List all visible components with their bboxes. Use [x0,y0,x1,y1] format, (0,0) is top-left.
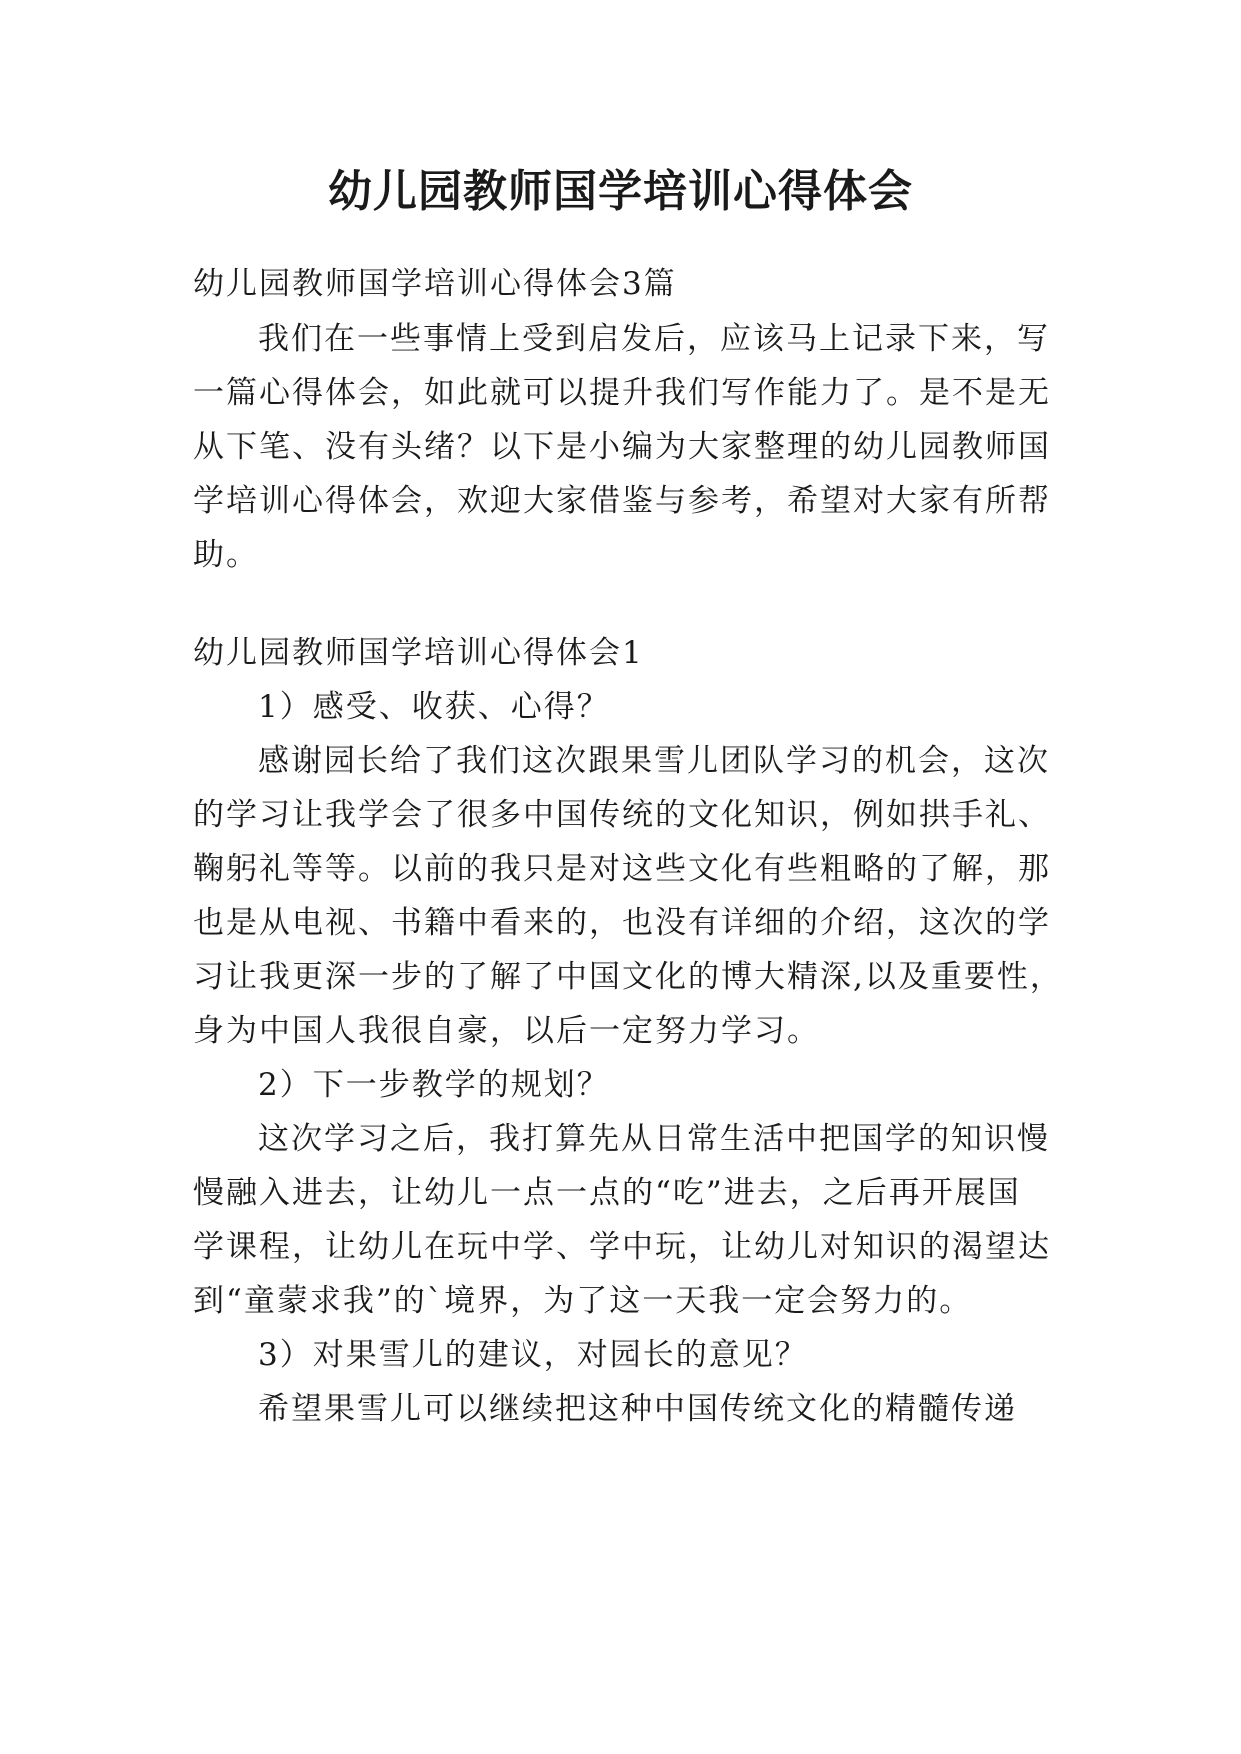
para-3-line-1: 希望果雪儿可以继续把这种中国传统文化的精髓传递 [258,1391,1017,1427]
section-heading-1: 幼儿园教师国学培训心得体会1 [193,635,644,671]
intro-line-5: 助。 [193,537,259,573]
para-2-line-4: 到“童蒙求我”的`境界，为了这一天我一定会努力的。 [193,1283,973,1319]
question-3: 3）对果雪儿的建议，对园长的意见？ [258,1337,808,1373]
document-title: 幼儿园教师国学培训心得体会 [328,166,913,217]
intro-line-1: 我们在一些事情上受到启发后，应该马上记录下来，写 [258,321,1050,357]
para-2-line-2: 慢融入进去，让幼儿一点一点的“吃”进去，之后再开展国 [193,1175,1021,1211]
intro-line-4: 学培训心得体会，欢迎大家借鉴与参考，希望对大家有所帮 [193,483,1051,519]
para-1-line-5: 习让我更深一步的了解了中国文化的博大精深,以及重要性， [193,959,1063,995]
para-1-line-1: 感谢园长给了我们这次跟果雪儿团队学习的机会，这次 [258,743,1050,779]
subtitle-line: 幼儿园教师国学培训心得体会3篇 [193,266,677,302]
question-2: 2）下一步教学的规划？ [258,1067,610,1103]
para-2-line-1: 这次学习之后，我打算先从日常生活中把国学的知识慢 [258,1121,1050,1157]
intro-line-3: 从下笔、没有头绪？以下是小编为大家整理的幼儿园教师国 [193,429,1051,465]
para-1-line-6: 身为中国人我很自豪，以后一定努力学习。 [193,1013,820,1049]
para-2-line-3: 学课程，让幼儿在玩中学、学中玩，让幼儿对知识的渴望达 [193,1229,1051,1265]
intro-line-2: 一篇心得体会，如此就可以提升我们写作能力了。是不是无 [193,375,1051,411]
para-1-line-2: 的学习让我学会了很多中国传统的文化知识，例如拱手礼、 [193,797,1051,833]
para-1-line-3: 鞠躬礼等等。以前的我只是对这些文化有些粗略的了解，那 [193,851,1051,887]
para-1-line-4: 也是从电视、书籍中看来的，也没有详细的介绍，这次的学 [193,905,1051,941]
question-1: 1）感受、收获、心得？ [258,689,610,725]
